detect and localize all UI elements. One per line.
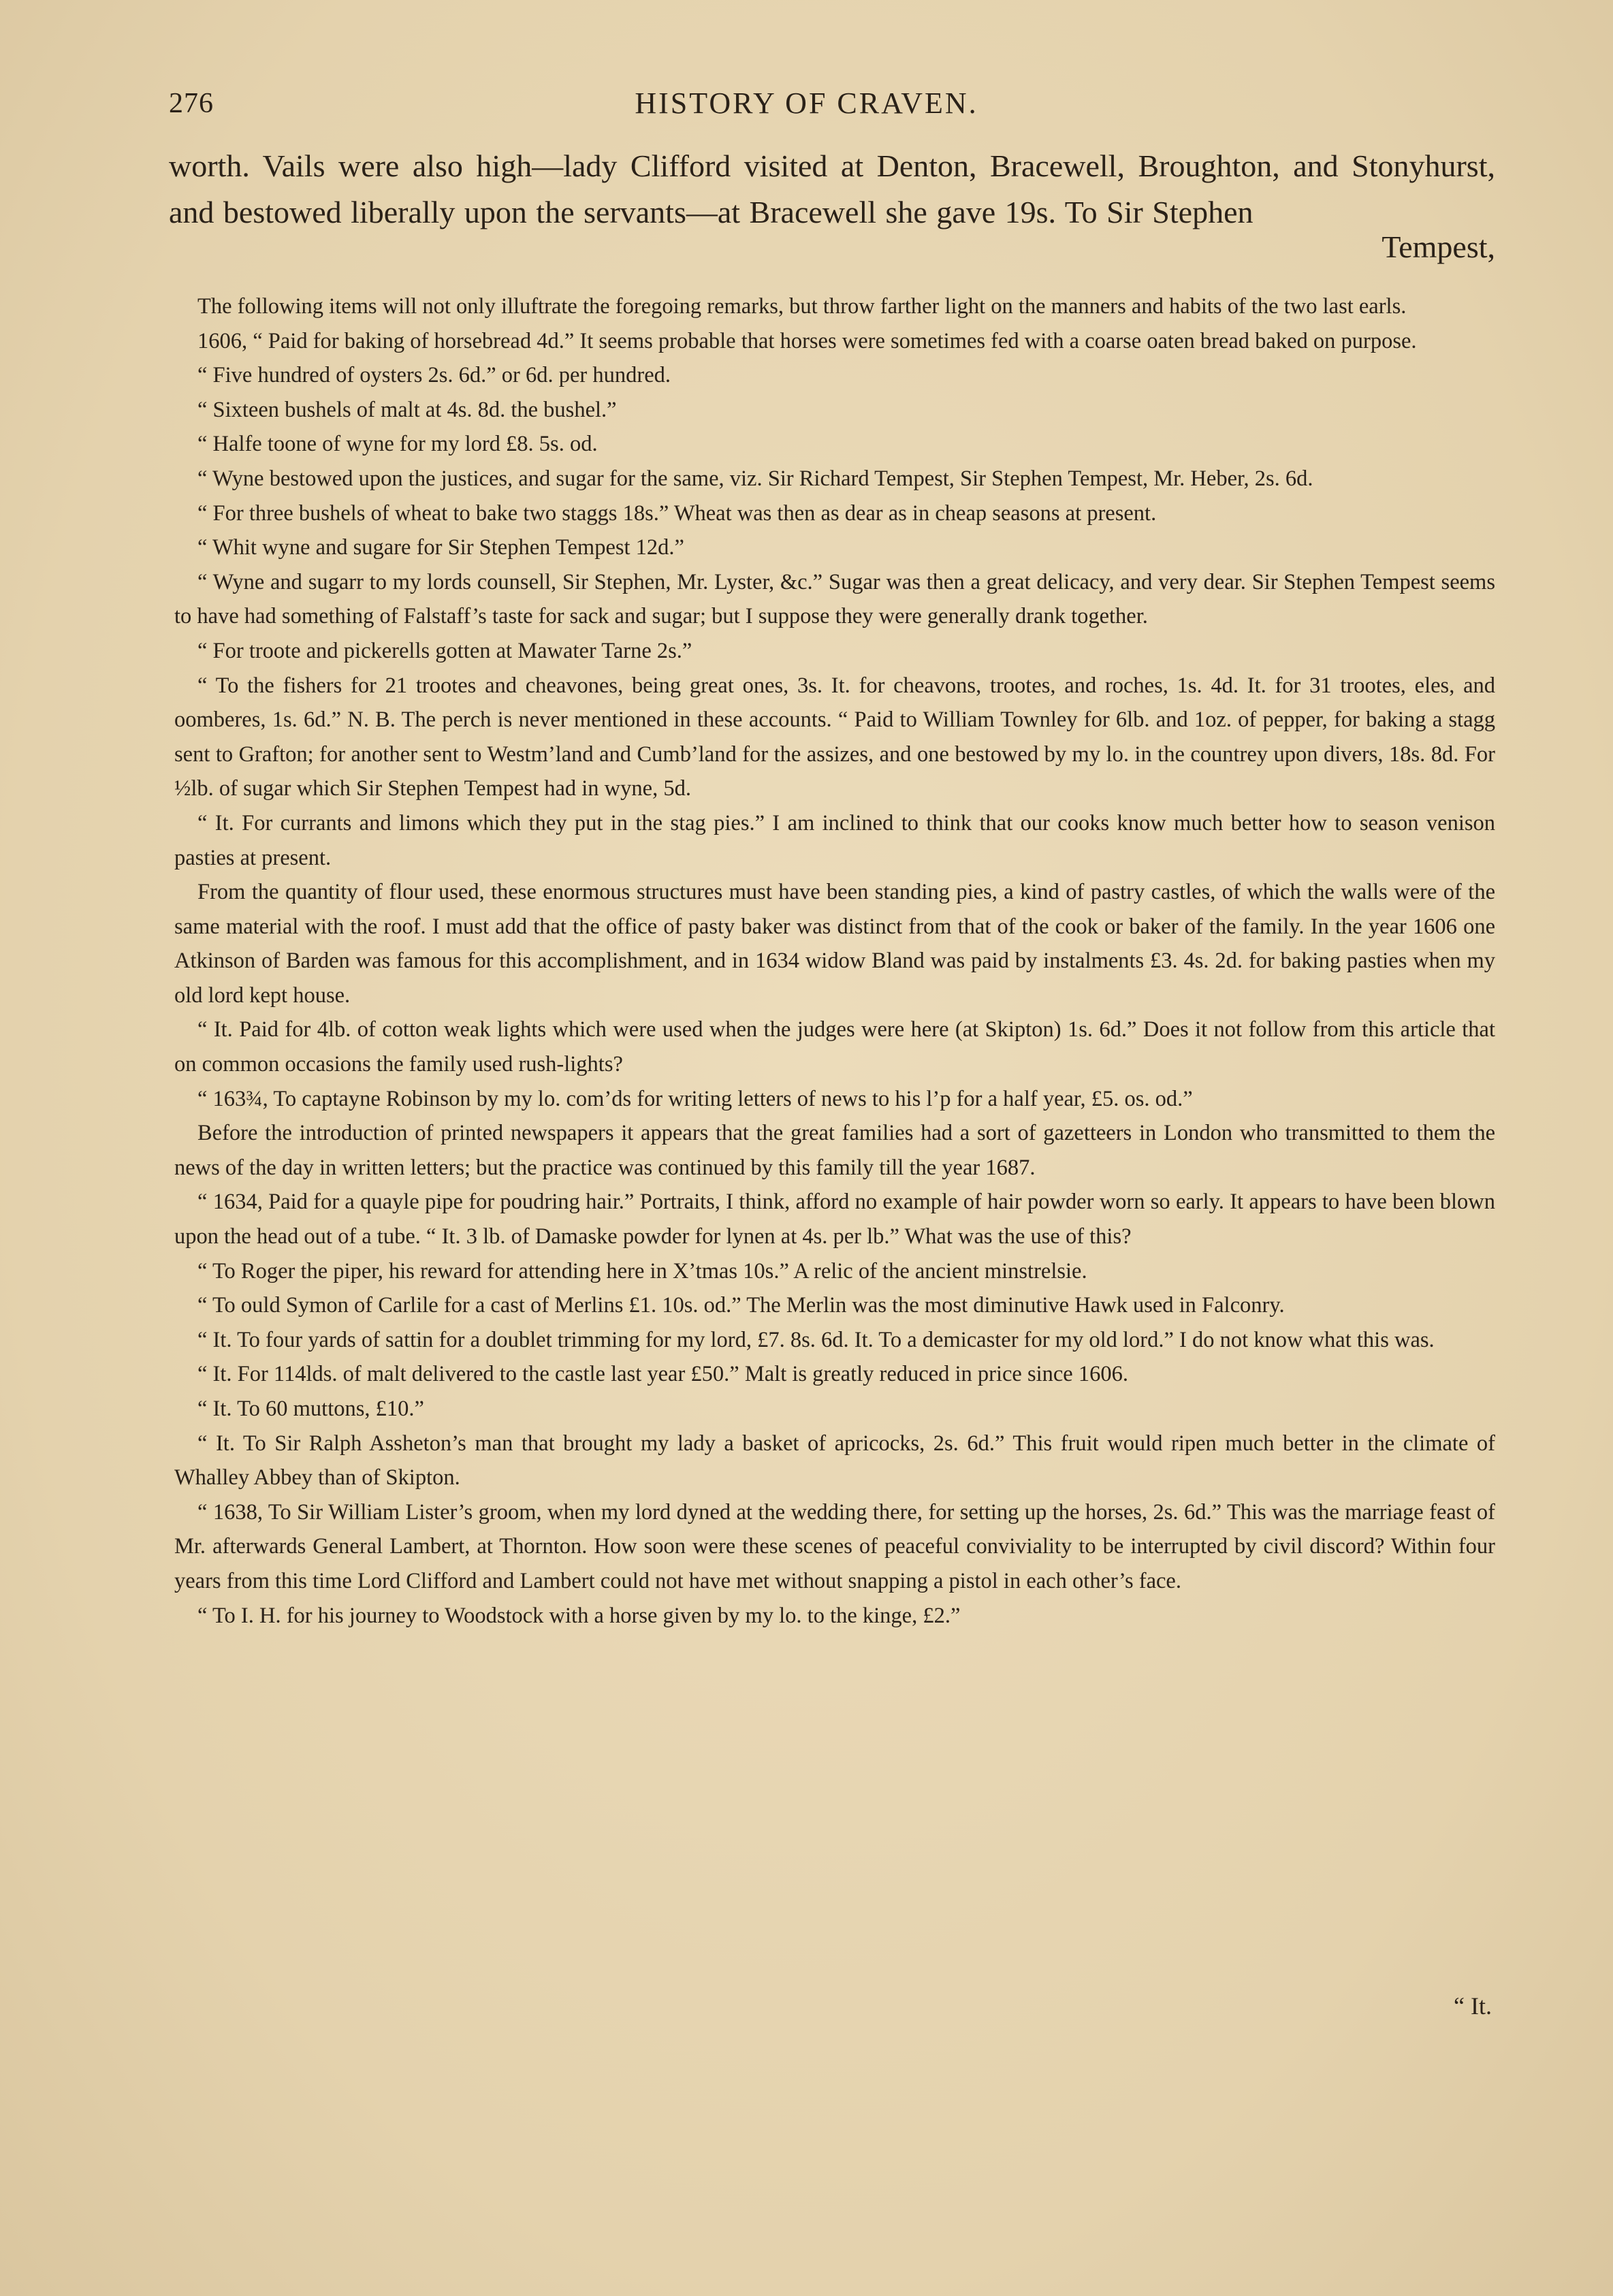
intro-text: worth. Vails were also high—lady Clifford visited at Denton, Bracewell, Broughton, and Stonyhurst, and bestowed liberally upon the servants—at Bracewell she gave 19s. To Sir Stephen	[169, 148, 1495, 229]
paragraph: “ It. Paid for 4lb. of cotton weak lights which were used when the judges were here (at Skipton) 1s. 6d.” Does it not follow from this article that on common occasions the family used rush-lights?	[174, 1017, 1495, 1077]
paragraph: Before the introduction of printed newspapers it appears that the great families had a sort of gazetteers in London who transmitted to them the news of the day in written letters; but the practice was continued by this family till the year 1687.	[174, 1121, 1495, 1180]
paragraph: “ 1634, Paid for a quayle pipe for poudring hair.” Portraits, I think, afford no example of hair powder worn so early. It appears to have been blown upon the head out of a tube. “ It. 3 lb. of Damaske powder for lynen at 4s. per lb.” What was the use of this?	[174, 1190, 1495, 1249]
paragraph: “ To ould Symon of Carlile for a cast of Merlins £1. 10s. od.” The Merlin was the most diminutive Hawk used in Falconry.	[197, 1293, 1285, 1318]
page-catchword: “ It.	[1454, 1992, 1492, 2020]
paragraph: “ Halfe toone of wyne for my lord £8. 5s. od.	[197, 432, 598, 457]
paragraph: “ Sixteen bushels of malt at 4s. 8d. the bushel.”	[197, 397, 617, 422]
paragraph: From the quantity of flour used, these enormous structures must have been standing pies, a kind of pastry castles, of which the walls were of the same material with the roof. I must add that the office of pasty baker was distinct from that of the cook or baker of the family. In the year 1606 one Atkinson of Barden was famous for this accomplishment, and in 1634 widow Bland was paid by instalments £3. 4s. 2d. for baking pasties when my old lord kept house.	[174, 880, 1495, 1008]
paragraph: “ 1638, To Sir William Lister’s groom, when my lord dyned at the wedding there, for setting up the horses, 2s. 6d.” This was the marriage feast of Mr. afterwards General Lambert, at Thornton. How soon were these scenes of peaceful conviviality to be interrupted by civil discord? Within four years from this time Lord Clifford and Lambert could not have met without snapping a pistol in each other’s face.	[174, 1499, 1495, 1593]
paragraph: “ Whit wyne and sugare for Sir Stephen Tempest 12d.”	[197, 535, 684, 560]
intro-catchword: Tempest,	[1382, 229, 1495, 264]
paragraph: “ To the fishers for 21 trootes and cheavones, being great ones, 3s. It. for cheavons, trootes, and roches, 1s. 4d. It. for 31 trootes, eles, and oomberes, 1s. 6d.” N. B. The perch is never mentioned in these accounts. “ Paid to William Townley for 6lb. and 1oz. of pepper, for baking a stagg sent to Grafton; for another sent to Westm’land and Cumb’land for the assizes, and one bestowed by my lo. in the countrey upon divers, 18s. 8d. For ½lb. of sugar which Sir Stephen Tempest had in wyne, 5d.	[174, 673, 1495, 801]
paragraph: 1606, “ Paid for baking of horsebread 4d.” It seems probable that horses were sometimes fed with a coarse oaten bread baked on purpose.	[197, 328, 1417, 353]
paragraph: “ It. To Sir Ralph Assheton’s man that brought my lady a basket of apricocks, 2s. 6d.” This fruit would ripen much better in the climate of Whalley Abbey than of Skipton.	[174, 1431, 1495, 1490]
paragraph: The following items will not only illuftrate the foregoing remarks, but throw farther light on the manners and habits of the two last earls.	[197, 294, 1407, 319]
running-title: HISTORY OF CRAVEN.	[635, 86, 978, 120]
page-number: 276	[169, 88, 214, 119]
paragraph: “ For troote and pickerells gotten at Mawater Tarne 2s.”	[197, 638, 692, 663]
paragraph: “ Five hundred of oysters 2s. 6d.” or 6d. per hundred.	[197, 363, 671, 388]
paragraph: “ To Roger the piper, his reward for attending here in X’tmas 10s.” A relic of the ancient minstrelsie.	[197, 1258, 1087, 1283]
paragraph: “ It. To 60 muttons, £10.”	[197, 1397, 424, 1421]
paragraph: “ It. For currants and limons which they put in the stag pies.” I am inclined to think that our cooks know much better how to season venison pasties at present.	[174, 810, 1495, 870]
paragraph: “ 163¾, To captayne Robinson by my lo. com’ds for writing letters of news to his l’p for a half year, £5. os. od.”	[197, 1086, 1193, 1111]
intro-paragraph	[169, 143, 1495, 236]
paragraph: “ It. For 114lds. of malt delivered to the castle last year £50.” Malt is greatly reduced in price since 1606.	[197, 1362, 1128, 1387]
body-text	[174, 289, 1495, 1633]
paragraph: “ To I. H. for his journey to Woodstock with a horse given by my lo. to the kinge, £2.”	[197, 1603, 961, 1628]
paragraph: “ It. To four yards of sattin for a doublet trimming for my lord, £7. 8s. 6d. It. To a demicaster for my old lord.” I do not know what this was.	[197, 1327, 1435, 1352]
paragraph: “ Wyne and sugarr to my lords counsell, Sir Stephen, Mr. Lyster, &c.” Sugar was then a great delicacy, and very dear. Sir Stephen Tempest seems to have had something of Falstaff’s taste for sack and sugar; but I suppose they were generally drank together.	[174, 569, 1495, 629]
paragraph: “ For three bushels of wheat to bake two staggs 18s.” Wheat was then as dear as in cheap seasons at present.	[197, 500, 1157, 526]
paragraph: “ Wyne bestowed upon the justices, and sugar for the same, viz. Sir Richard Tempest, Sir Stephen Tempest, Mr. Heber, 2s. 6d.	[197, 466, 1313, 491]
